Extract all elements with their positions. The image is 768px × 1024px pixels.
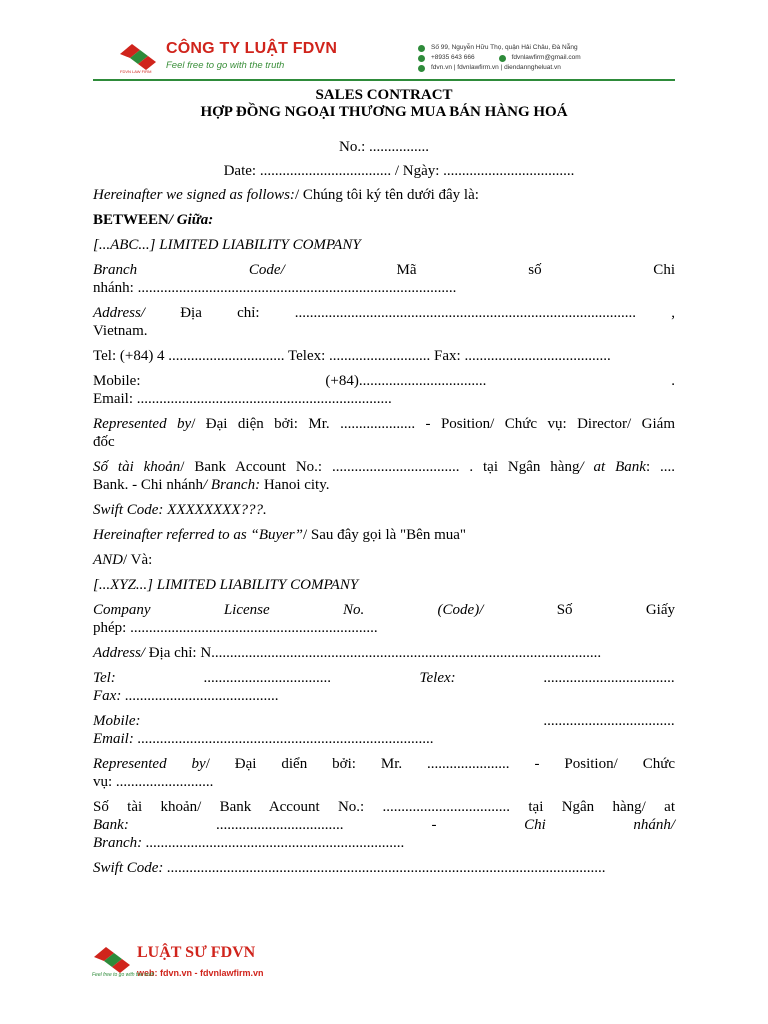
buyer-represented-cont: đốc (93, 434, 115, 450)
globe-icon (418, 65, 425, 72)
company-name: CÔNG TY LUẬT FDVN (166, 40, 338, 57)
buyer-bank-cont: Bank. - Chi nhánh/ Branch: Hanoi city. (93, 477, 330, 493)
footer-name: LUẬT SƯ FDVN (137, 944, 256, 961)
seller-swift: Swift Code: ..................................................................................................................... (93, 860, 606, 876)
contact-block (418, 43, 581, 73)
footer-tag: Feel free to go with the truth (92, 972, 155, 978)
mail-icon (499, 55, 506, 62)
buyer-referred: Hereinafter referred to as “Buyer”/ Sau đây gọi là "Bên mua" (93, 527, 467, 543)
buyer-mobile: Mobile: (+84).................................. . (93, 373, 675, 389)
intro-line: Hereinafter we signed as follows:/ Chúng tôi ký tên dưới đây là: (93, 187, 479, 203)
websites-text: fdvn.vn | fdvnlawfirm.vn | diendanngheluat.vn (431, 64, 561, 71)
and-line: AND/ Và: (93, 552, 153, 568)
phone-text: +8935 643 666 (431, 54, 475, 61)
buyer-address: Address/ Địa chỉ: ........................................................................................... , (93, 305, 676, 321)
address-text: Số 99, Nguyễn Hữu Thọ, quận Hải Châu, Đà Nẵng (431, 44, 578, 51)
seller-represented: Represented by/ Đại diển bởi: Mr. ...................... - Position/ Chức (93, 756, 675, 772)
buyer-bank: Số tài khoản/ Bank Account No.: .................................. . tại Ngân hàng/ at Bank: .... (93, 459, 676, 475)
phone-icon (418, 55, 425, 62)
buyer-swift: Swift Code: XXXXXXXX???. (93, 502, 267, 518)
seller-bank: Số tài khoản/ Bank Account No.: .................................. tại Ngân hàng/ at (93, 799, 675, 815)
company-slogan: Feel free to go with the truth (166, 60, 285, 71)
contract-date: Date: ................................... / Ngày: ................................... (223, 163, 575, 179)
seller-email: Email: ............................................................................... (93, 731, 434, 747)
buyer-branch: Branch Code/ Mã số Chi (93, 262, 675, 278)
footer-logo-icon (92, 943, 132, 975)
title-en: SALES CONTRACT (315, 87, 453, 103)
seller-represented-cont: vụ: .......................... (93, 774, 214, 790)
buyer-branch-cont: nhánh: ..................................................................................... (93, 280, 457, 296)
buyer-company: [...ABC...] LIMITED LIABILITY COMPANY (93, 237, 361, 253)
contract-no: No.: ................ (339, 139, 429, 155)
between-heading: BETWEEN/ Giữa: (93, 212, 214, 228)
email-text: fdvnlawfirm@gmail.com (511, 54, 581, 61)
seller-license: Company License No. (Code)/ Số Giấy (93, 602, 676, 618)
contract-body (93, 87, 675, 877)
footer-web: web: fdvn.vn - fdvnlawfirm.vn (137, 968, 264, 978)
seller-fax: Fax: ......................................... (93, 688, 279, 704)
fdvn-logo-icon (118, 40, 158, 74)
buyer-email: Email: .................................................................... (93, 391, 392, 407)
letterhead (0, 0, 768, 82)
header-rule (93, 79, 675, 81)
title-vi: HỢP ĐỒNG NGOẠI THƯƠNG MUA BÁN HÀNG HOÁ (200, 104, 568, 120)
seller-mobile: Mobile: ................................... (93, 713, 675, 729)
seller-branch: Branch: ..................................................................... (93, 835, 405, 851)
buyer-tel: Tel: (+84) 4 ............................... Telex: ........................... Fax: ....................................... (93, 348, 611, 364)
logo-caption: FDVN LAW FIRM (120, 69, 152, 74)
location-icon (418, 45, 425, 52)
seller-address: Address/ Địa chỉ: N........................................................................................................ (93, 645, 602, 661)
seller-tel: Tel: .................................. Telex: ................................... (93, 670, 675, 686)
seller-bank-cont: Bank: .................................. - Chi nhánh/ (93, 817, 675, 833)
buyer-address-cont: Vietnam. (93, 323, 148, 339)
seller-license-cont: phép: .................................................................. (93, 620, 378, 636)
buyer-represented: Represented by/ Đại diện bởi: Mr. .................... - Position/ Chức vụ: Director/ Giám (93, 416, 675, 432)
seller-company: [...XYZ...] LIMITED LIABILITY COMPANY (93, 577, 359, 593)
